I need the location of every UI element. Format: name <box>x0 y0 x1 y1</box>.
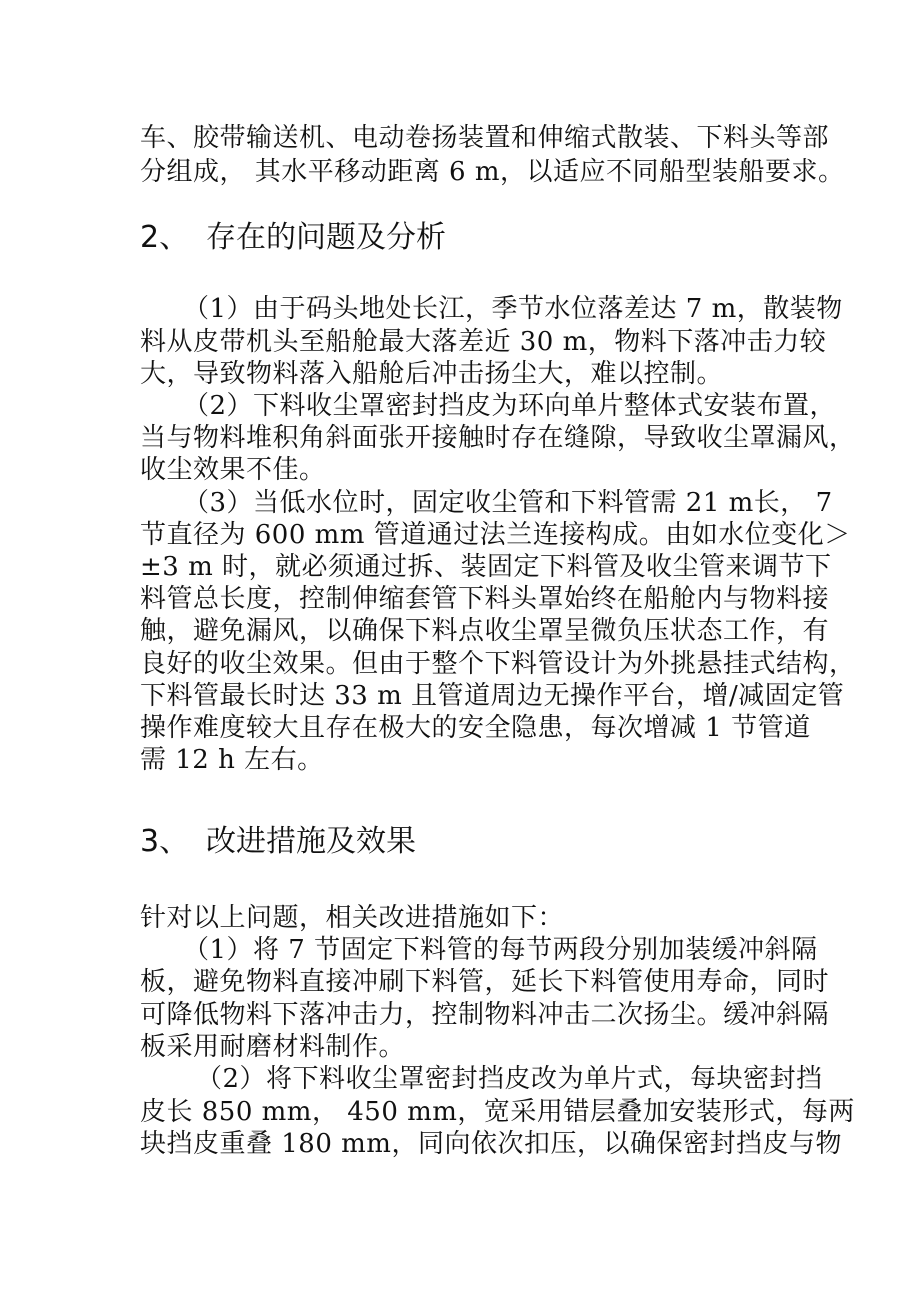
problem-3-line-3: ±3 m 时，就必须通过拆、装固定下料管及收尘管来调节下 <box>140 552 832 582</box>
measure-1-line-1: （1）将 7 节固定下料管的每节两段分别加装缓冲斜隔 <box>183 935 818 965</box>
problem-3-line-9: 需 12 h 左右。 <box>140 745 324 775</box>
problem-2-line-3: 收尘效果不佳。 <box>140 455 326 485</box>
section-2-title: 存在的问题及分析 <box>206 220 446 255</box>
measure-2-line-1: （2）将下料收尘罩密封挡皮改为单片式，每块密封挡 <box>196 1064 823 1094</box>
intro-line-2: 分组成， 其水平移动距离 6 m，以适应不同船型装船要求。 <box>140 157 845 187</box>
problem-3-line-5: 触，避免漏风，以确保下料点收尘罩呈微负压状态工作，有 <box>140 616 830 646</box>
problem-2-line-1: （2）下料收尘罩密封挡皮为环向单片整体式安装布置， <box>183 391 837 421</box>
section-2-heading <box>140 218 446 258</box>
problem-3-line-2: 节直径为 600 mm 管道通过法兰连接构成。由如水位变化＞ <box>140 520 851 550</box>
problem-1-line-1: （1）由于码头地处长江，季节水位落差达 7 m，散装物 <box>183 294 843 324</box>
problem-3-line-1: （3）当低水位时，固定收尘管和下料管需 21 m长， 7 <box>183 488 833 518</box>
measure-1-line-4: 板采用耐磨材料制作。 <box>140 1032 406 1062</box>
section-3-heading <box>140 822 416 862</box>
problem-3-line-7: 下料管最长时达 33 m 且管道周边无操作平台，增/减固定管 <box>140 681 845 711</box>
measure-2-line-3: 块挡皮重叠 180 mm，同向依次扣压，以确保密封挡皮与物 <box>140 1129 842 1159</box>
measure-1-line-2: 板，避免物料直接冲刷下料管，延长下料管使用寿命，同时 <box>140 967 830 997</box>
problem-3-line-8: 操作难度较大且存在极大的安全隐患，每次增减 1 节管道 <box>140 713 811 743</box>
intro-line-1: 车、胶带输送机、电动卷扬装置和伸缩式散装、下料头等部 <box>140 123 830 153</box>
section-2-number: 2、 <box>140 220 190 255</box>
measure-1-line-3: 可降低物料下落冲击力，控制物料冲击二次扬尘。缓冲斜隔 <box>140 1000 830 1030</box>
section-3-title: 改进措施及效果 <box>206 824 416 859</box>
problem-1-line-3: 大，导致物料落入船舱后冲击扬尘大，难以控制。 <box>140 359 724 389</box>
measure-2-line-2: 皮长 850 mm， 450 mm，宽采用错层叠加安装形式，每两 <box>140 1097 855 1127</box>
problem-3-line-4: 料管总长度，控制伸缩套管下料头罩始终在船舱内与物料接 <box>140 584 830 614</box>
problem-1-line-2: 料从皮带机头至船舱最大落差近 30 m，物料下落冲击力较 <box>140 327 827 357</box>
problem-2-line-2: 当与物料堆积角斜面张开接触时存在缝隙，导致收尘罩漏风， <box>140 423 856 453</box>
section-3-number: 3、 <box>140 824 190 859</box>
problem-3-line-6: 良好的收尘效果。但由于整个下料管设计为外挑悬挂式结构， <box>140 649 856 679</box>
measures-intro-line: 针对以上问题，相关改进措施如下： <box>140 903 565 933</box>
